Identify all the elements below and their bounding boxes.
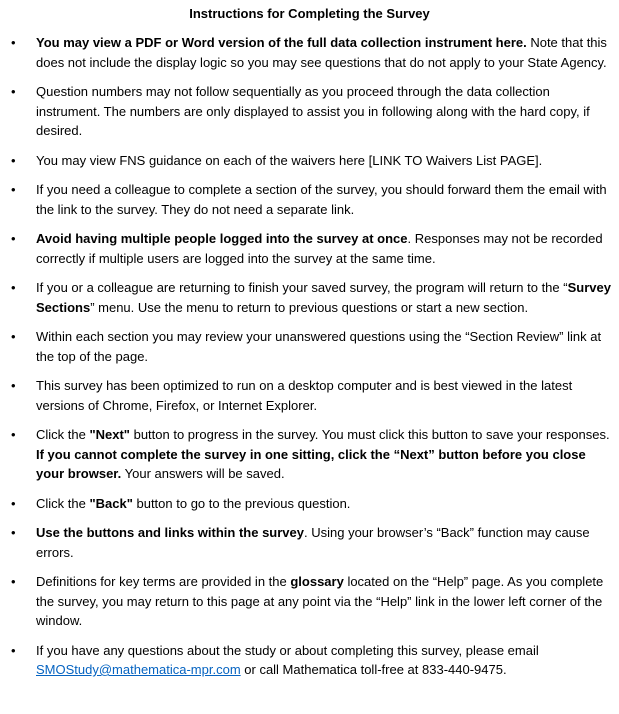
list-item — [0, 641, 619, 680]
bullet-icon: • — [11, 378, 16, 393]
item-emphasis: "Next" — [89, 427, 130, 442]
item-text: You may view FNS guidance on each of the waivers here [LINK TO Waivers List PAGE]. — [36, 152, 543, 168]
bullet-icon: • — [11, 329, 16, 344]
bullet-icon: • — [11, 152, 16, 168]
bullet-icon: • — [11, 280, 16, 295]
bullet-icon: • — [11, 525, 16, 540]
list-item — [0, 327, 619, 366]
list-item — [0, 425, 619, 484]
item-text: Click the — [36, 427, 90, 442]
instructions-list — [0, 33, 619, 690]
bullet-icon: • — [11, 574, 16, 589]
document-title: Instructions for Completing the Survey — [189, 6, 430, 21]
bullet-icon: • — [11, 182, 16, 197]
item-emphasis: Survey Sections — [36, 280, 611, 315]
item-text: or call Mathematica toll-free at 833-440-9475. — [240, 662, 507, 677]
list-item — [0, 376, 619, 415]
item-emphasis: "Back" — [89, 495, 133, 511]
bullet-icon: • — [11, 427, 16, 442]
item-text: If you need a colleague to complete a section of the survey, you should forward them the email with the link to the survey. They do not need a separate link. — [36, 182, 607, 217]
list-item — [0, 278, 619, 317]
list-item — [0, 33, 619, 72]
item-text: . Responses may not be recorded correctly if multiple users are logged into the survey at the same time. — [36, 231, 603, 266]
bullet-icon: • — [11, 35, 16, 50]
item-text: Note that this does not include the display logic so you may see questions that do not apply to your State Agency. — [36, 35, 607, 70]
item-emphasis: Use the buttons and links within the survey — [36, 525, 304, 540]
item-text: located on the “Help” page. As you complete the survey, you may return to this page at any point via the “Help” link in the lower left corner of the window. — [36, 574, 604, 628]
item-text: button to progress in the survey. You must click this button to save your responses. — [129, 427, 610, 442]
list-item — [0, 82, 619, 141]
item-text: Within each section you may review your unanswered questions using the “Section Review” link at the top of the page. — [36, 329, 602, 364]
item-emphasis: If you cannot complete the survey in one sitting, click the “Next” button before you close your browser. — [36, 446, 586, 481]
bullet-icon: • — [11, 495, 16, 511]
item-text: Definitions for key terms are provided in the — [36, 574, 291, 589]
email-link[interactable]: SMOStudy@mathematica-mpr.com — [36, 662, 241, 677]
item-emphasis: Avoid having multiple people logged into the survey at once — [36, 231, 408, 246]
list-item — [0, 180, 619, 219]
bullet-icon: • — [11, 231, 16, 246]
item-text: This survey has been optimized to run on a desktop computer and is best viewed in the latest versions of Chrome, Firefox, or Internet Explorer. — [36, 378, 573, 413]
item-text: button to go to the previous question. — [132, 495, 351, 511]
item-text: Click the — [36, 495, 90, 511]
bullet-icon: • — [11, 84, 16, 99]
item-text: Your answers will be saved. — [121, 466, 285, 481]
item-text: If you or a colleague are returning to finish your saved survey, the program will return to the “ — [36, 280, 568, 295]
bullet-icon: • — [11, 642, 16, 658]
glossary-term: glossary — [290, 574, 344, 589]
item-text: . Using your browser’s “Back” function may cause errors. — [36, 525, 590, 560]
list-item — [0, 523, 619, 562]
item-text: Question numbers may not follow sequentially as you proceed through the data collection instrument. The numbers are only displayed to assist you in following along with the hard copy, if desired. — [36, 84, 590, 138]
list-item — [0, 494, 619, 514]
list-item — [0, 229, 619, 268]
list-item — [0, 572, 619, 631]
list-item — [0, 151, 619, 171]
item-text: ” menu. Use the menu to return to previous questions or start a new section. — [90, 299, 529, 315]
pdf-word-link-text[interactable]: You may view a PDF or Word version of the full data collection instrument here. — [36, 35, 527, 50]
item-text: If you have any questions about the study or about completing this survey, please email — [36, 642, 539, 658]
